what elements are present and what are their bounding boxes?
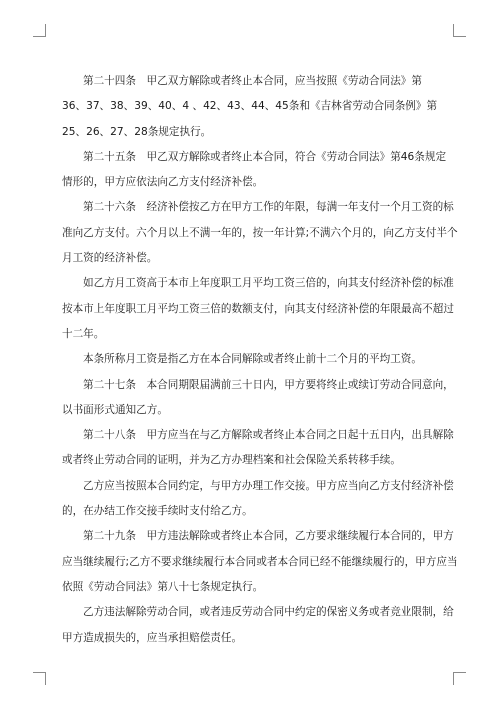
- article-28-para-2-line-1: 乙方应当按照本合同约定，与甲方办理工作交接。甲方应当向乙方支付经济补偿: [83, 479, 454, 492]
- article-28-line-2: 或者终止劳动合同的证明，并为乙方办理档案和社会保险关系转移手续。: [62, 454, 401, 467]
- article-29-line-2: 应当继续履行;乙方不要求继续履行本合同或者本合同已经不能继续履行的，甲方应当: [62, 555, 458, 568]
- article-26-para-2-line-3: 十二年。: [62, 327, 105, 340]
- article-26-line-2: 准向乙方支付。六个月以上不满一年的，按一年计算;不满六个月的，向乙方支付半个: [62, 226, 458, 239]
- contract-body: [62, 69, 458, 651]
- article-26-para-3-line-1: 本条所称月工资是指乙方在本合同解除或者终止前十二个月的平均工资。: [83, 353, 422, 366]
- article-26-line-3: 月工资的经济补偿。: [62, 252, 158, 265]
- article-25-line-1: 第二十五条 甲乙双方解除或者终止本合同，符合《劳动合同法》第46条规定: [83, 150, 447, 163]
- crop-mark-top-right: [453, 24, 466, 37]
- article-28-para-2-line-2: 的，在办结工作交接手续时支付给乙方。: [62, 505, 253, 518]
- article-29-line-3: 依照《劳动合同法》第八十七条规定执行。: [62, 580, 264, 593]
- article-24-line-1: 第二十四条 甲乙双方解除或者终止本合同，应当按照《劳动合同法》第: [83, 75, 422, 87]
- article-26-para-2-line-1: 如乙方月工资高于本市上年度职工月平均工资三倍的，向其支付经济补偿的标准: [83, 277, 454, 290]
- article-27-line-1: 第二十七条 本合同期限届满前三十日内，甲方要将终止或续订劳动合同意向，: [83, 378, 454, 391]
- article-24-line-2: 36、37、38、39、40、4 、42、43、44、45条和《吉林省劳动合同条例》第: [62, 100, 438, 113]
- article-26-line-1: 第二十六条 经济补偿按乙方在甲方工作的年限，每满一年支付一个月工资的标: [83, 201, 454, 214]
- article-24-line-3: 25、26、27、28条规定执行。: [62, 125, 212, 138]
- crop-mark-bottom-right: [453, 672, 466, 685]
- article-28-line-1: 第二十八条 甲方应当在与乙方解除或者终止本合同之日起十五日内，出具解除: [83, 429, 454, 442]
- crop-mark-top-left: [33, 24, 46, 37]
- article-29-para-2-line-1: 乙方违法解除劳动合同，或者违反劳动合同中约定的保密义务或者竞业限制，给: [83, 606, 454, 619]
- article-29-para-2-line-2: 甲方造成损失的，应当承担赔偿责任。: [62, 631, 243, 644]
- article-25-line-2: 情形的，甲方应依法向乙方支付经济补偿。: [62, 176, 264, 189]
- article-29-line-1: 第二十九条 甲方违法解除或者终止本合同，乙方要求继续履行本合同的，甲方: [83, 530, 454, 543]
- article-26-para-2-line-2: 按本市上年度职工月平均工资三倍的数额支付，向其支付经济补偿的年限最高不超过: [62, 302, 454, 315]
- article-27-line-2: 以书面形式通知乙方。: [62, 403, 168, 416]
- crop-mark-bottom-left: [33, 672, 46, 685]
